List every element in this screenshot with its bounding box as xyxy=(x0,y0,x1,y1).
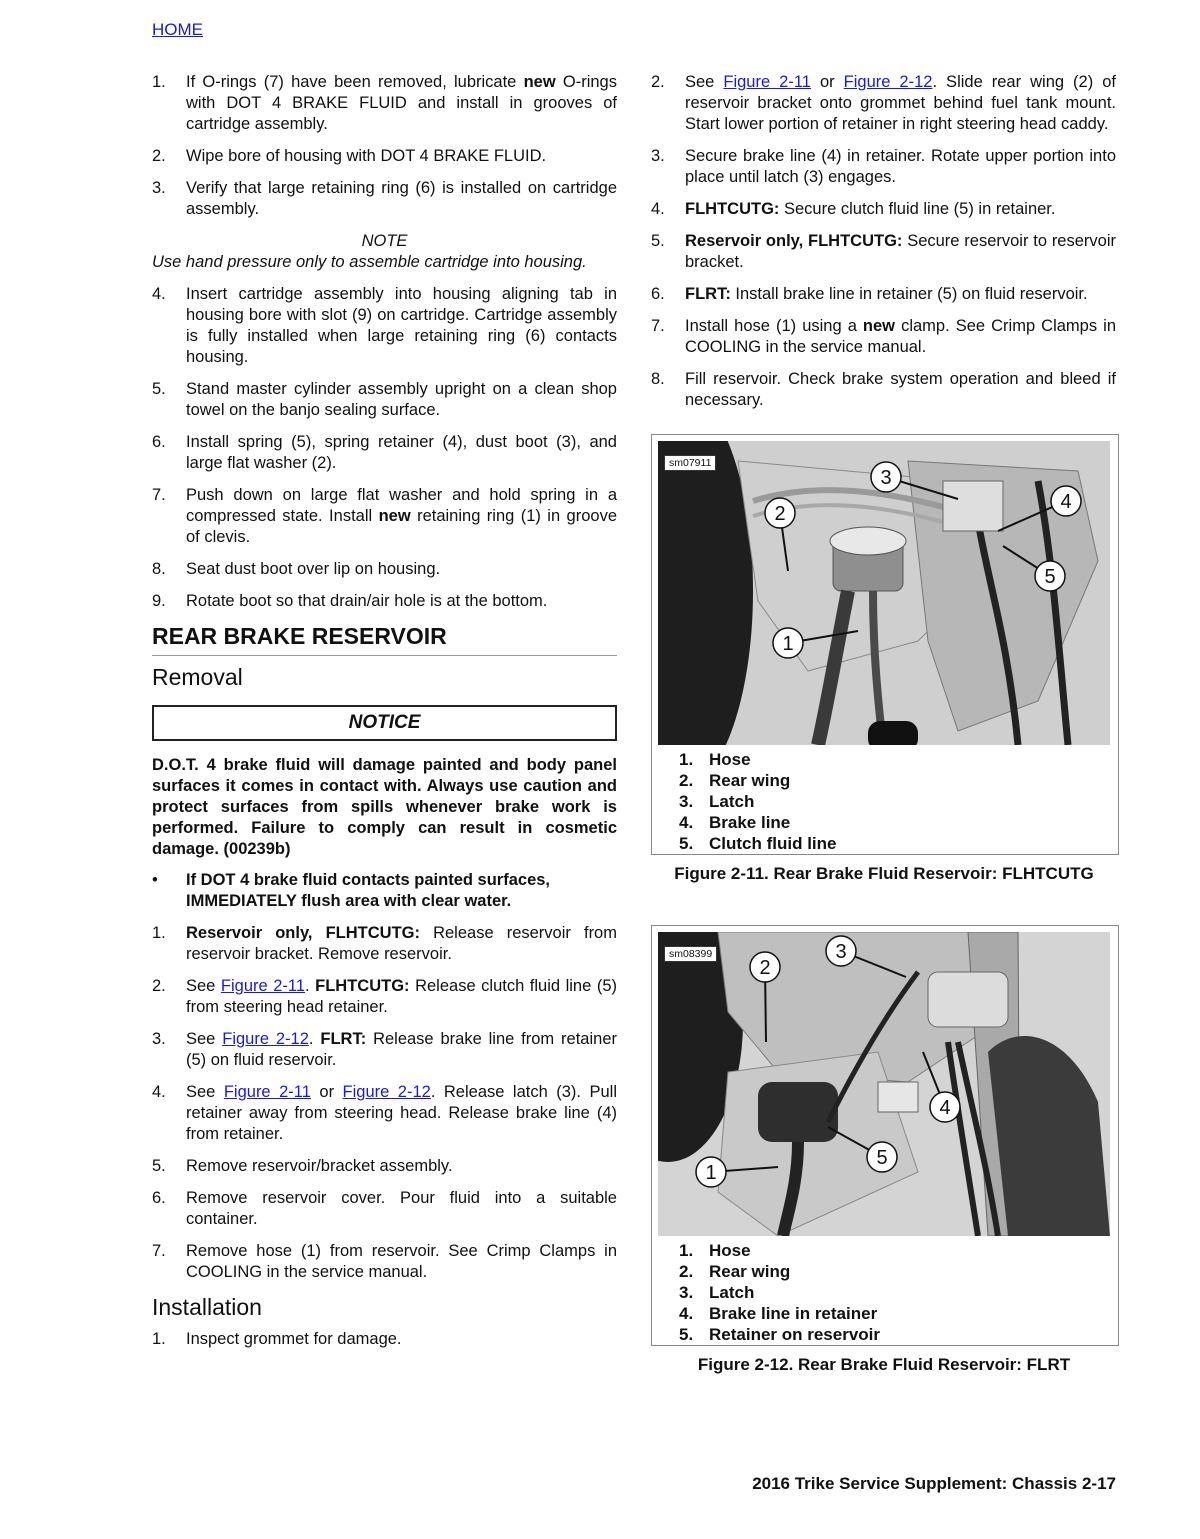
legend-item: 2. Rear wing xyxy=(679,1262,791,1281)
callout-5: 5 xyxy=(1044,566,1056,588)
removal-title: Removal xyxy=(152,664,243,690)
install-step: 6. FLRT: Install brake line in retainer (5) on fluid reservoir. xyxy=(651,285,1088,303)
reservoir-photo-illustration xyxy=(658,932,1110,1236)
callout-5: 5 xyxy=(876,1147,888,1169)
removal-step: 7. Remove hose (1) from reservoir. See Crimp Clamps in COOLING in the service manual. xyxy=(152,1242,617,1281)
image-id-tag: sm07911 xyxy=(664,455,716,471)
install-step: 7. Install hose (1) using a new clamp. See Crimp Clamps in COOLING in the service manual. xyxy=(651,317,1116,356)
step-item: 8. Seat dust boot over lip on housing. xyxy=(152,560,441,578)
callout-3: 3 xyxy=(880,467,892,489)
install-step: 8. Fill reservoir. Check brake system operation and bleed if necessary. xyxy=(651,370,1116,409)
legend-item: 1. Hose xyxy=(679,750,751,769)
installation-title: Installation xyxy=(152,1294,262,1320)
notice-box: NOTICE xyxy=(152,705,617,741)
bullet-item: • If DOT 4 brake fluid contacts painted surfaces, IMMEDIATELY flush area with clear water. xyxy=(152,871,551,910)
figure-link[interactable]: Figure 2-11 xyxy=(220,977,306,995)
warning-text: D.O.T. 4 brake fluid will damage painted and body panel surfaces it comes in contact with. Always use caution and protect surfaces from spills whenever brake work is performed. Failure to comply can result in cosmetic damage. (00239b) xyxy=(152,756,617,858)
legend-item: 2. Rear wing xyxy=(679,771,791,790)
install-step: 3. Secure brake line (4) in retainer. Rotate upper portion into place until latch (3) engages. xyxy=(651,147,1116,186)
removal-step: 1. Reservoir only, FLHTCUTG: Release reservoir from reservoir bracket. Remove reservoir. xyxy=(152,924,617,963)
right-column xyxy=(651,72,1116,422)
figure-caption: Figure 2-12. Rear Brake Fluid Reservoir: FLRT xyxy=(697,1355,1071,1374)
install-step: 5. Reservoir only, FLHTCUTG: Secure reservoir to reservoir bracket. xyxy=(651,232,1116,271)
page-footer: 2016 Trike Service Supplement: Chassis 2-17 xyxy=(752,1474,1116,1493)
figure-link[interactable]: Figure 2-12 xyxy=(342,1083,431,1101)
figure-photo xyxy=(658,932,1112,1236)
figure-link[interactable]: Figure 2-11 xyxy=(223,1083,311,1101)
callout-2: 2 xyxy=(759,957,771,979)
legend-item: 1. Hose xyxy=(679,1241,751,1260)
figure-legend xyxy=(652,1240,1118,1345)
removal-step: 5. Remove reservoir/bracket assembly. xyxy=(152,1157,453,1175)
step-item: 7. Push down on large flat washer and hold spring in a compressed state. Install new retaining ring (1) in groove of clevis. xyxy=(152,486,617,546)
figure-caption: Figure 2-11. Rear Brake Fluid Reservoir: FLHTCUTG xyxy=(674,864,1094,883)
removal-step: 6. Remove reservoir cover. Pour fluid into a suitable container. xyxy=(152,1189,617,1228)
note-text: Use hand pressure only to assemble cartridge into housing. xyxy=(152,253,587,271)
step-item: 6. Install spring (5), spring retainer (4), dust boot (3), and large flat washer (2). xyxy=(152,433,617,472)
removal-step: 4. See Figure 2-11 or Figure 2-12. Release latch (3). Pull retainer away from steering head. Release brake line (4) from retainer. xyxy=(152,1083,617,1143)
callout-4: 4 xyxy=(939,1097,951,1119)
figure-legend xyxy=(652,749,1118,854)
install-step: 4. FLHTCUTG: Secure clutch fluid line (5) in retainer. xyxy=(651,200,1056,218)
step-item: 3. Verify that large retaining ring (6) is installed on cartridge assembly. xyxy=(152,179,617,218)
callout-1: 1 xyxy=(782,633,794,655)
callout-2: 2 xyxy=(774,503,786,525)
left-column xyxy=(152,72,617,1361)
step-item: 4. Insert cartridge assembly into housing aligning tab in housing bore with slot (9) on cartridge. Cartridge assembly is fully installed when large retaining ring (6) contacts housing. xyxy=(152,285,617,366)
image-id-tag: sm08399 xyxy=(664,946,717,962)
install-step: 1. Inspect grommet for damage. xyxy=(152,1330,402,1348)
callout-3: 3 xyxy=(835,941,847,963)
home-link[interactable]: HOME xyxy=(152,20,203,39)
note-heading: NOTE xyxy=(361,232,408,250)
step-item: 1. If O-rings (7) have been removed, lubricate new O-rings with DOT 4 BRAKE FLUID and install in grooves of cartridge assembly. xyxy=(152,73,617,133)
legend-item: 4. Brake line xyxy=(679,813,791,832)
step-item: 2. Wipe bore of housing with DOT 4 BRAKE FLUID. xyxy=(152,147,547,165)
figure-link[interactable]: Figure 2-12 xyxy=(222,1030,309,1048)
legend-item: 3. Latch xyxy=(679,1283,755,1302)
callout-4: 4 xyxy=(1060,491,1072,513)
figure-link[interactable]: Figure 2-12 xyxy=(843,73,933,91)
install-step: 2. See Figure 2-11 or Figure 2-12. Slide rear wing (2) of reservoir bracket onto grommet behind fuel tank mount. Start lower portion of retainer in right steering head caddy. xyxy=(651,73,1116,133)
legend-item: 3. Latch xyxy=(679,792,755,811)
removal-step: 2. See Figure 2-11. FLHTCUTG: Release clutch fluid line (5) from steering head retainer. xyxy=(152,977,617,1016)
legend-item: 5. Retainer on reservoir xyxy=(679,1325,881,1344)
step-item: 9. Rotate boot so that drain/air hole is at the bottom. xyxy=(152,592,548,610)
reservoir-photo-illustration xyxy=(658,441,1110,745)
figure-photo xyxy=(658,441,1112,745)
step-item: 5. Stand master cylinder assembly upright on a clean shop towel on the banjo sealing surface. xyxy=(152,380,617,419)
legend-item: 5. Clutch fluid line xyxy=(679,834,837,853)
removal-step: 3. See Figure 2-12. FLRT: Release brake line from retainer (5) on fluid reservoir. xyxy=(152,1030,617,1069)
figure-link[interactable]: Figure 2-11 xyxy=(723,73,811,91)
figure-2-11 xyxy=(651,434,1119,855)
section-title: REAR BRAKE RESERVOIR xyxy=(152,623,617,656)
figure-2-12 xyxy=(651,925,1119,1346)
legend-item: 4. Brake line in retainer xyxy=(679,1304,878,1323)
callout-1: 1 xyxy=(705,1162,717,1184)
